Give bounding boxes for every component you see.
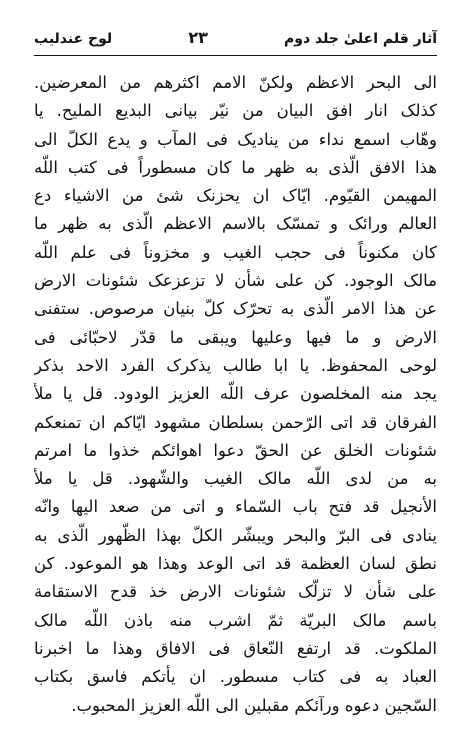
text-line: نطق لسان العظمة قد اتی الوعد وهذا هو الموعود. کن <box>34 554 437 574</box>
text-line: العالم ورائک و تمسّک بالاسم الاعظم الّذی به ظهر ما <box>34 214 437 234</box>
text-line: باسم مالک البریّة ثمّ اشرب منه باذن اللّه مالک <box>34 610 437 630</box>
text-line: یجد منه المخلصون عرف اللّه العزیز الودود. قل یا ملأ <box>34 384 437 404</box>
text-line: الارض و ما فیها وعلیها ویبقی ما قدّر لاحبّائی فی <box>34 327 437 347</box>
text-line: الأنجیل قد فتح باب السّماء و اتی من صعد الیها وانّه <box>34 497 437 517</box>
text-line: العباد به فی کتاب مسطور. ان یأتکم فاسق بکتاب <box>34 667 437 687</box>
text-line: لوحی المحفوظ. یا ابا طالب یذکرک الفرد الاحد بذکر <box>34 355 437 375</box>
running-header <box>34 28 437 52</box>
page-number: ۲۳ <box>188 28 208 47</box>
text-line: المهیمن القیّوم. ایّاک ان یحزنک شئ من الاشیاء دع <box>34 186 437 206</box>
text-line: علی شأن لا تزلّک شئونات الارض خذ قدح الاستقامة <box>34 582 437 602</box>
header-rule <box>34 55 437 56</box>
text-line: ینادی فی البرّ والبحر ویبشّر الکلّ بهذا الظّهور الّذی به <box>34 525 437 545</box>
book-title: آثار قلم اعلیٰ جلد دوم <box>283 31 437 47</box>
text-line: الی البحر الاعظم ولکنّ الامم اکثرهم من المعرضین. <box>34 73 437 92</box>
text-line: مالک الوجود. کن علی شأن لا تزعزعک شئونات الارض <box>34 271 437 291</box>
text-line: السّجین دعوه ورآئکم مقبلین الی اللّه العزیز المحبوب. <box>71 695 437 715</box>
text-line: شئونات الخلق عن الحقّ دعوا اهوائکم خذوا ما امرتم <box>34 440 437 460</box>
text-line: الملکوت. قد ارتفع النّعاق فی الافاق وهذا ما اخبرنا <box>34 638 437 658</box>
text-line: الفرقان قد اتی الرّحمن بسلطان مشهود ایّاکم ان تمنعکم <box>34 412 437 432</box>
text-line: کذلک انار افق البیان من نیّر بیانی البدیع الملیح. یا <box>34 101 437 121</box>
text-line: عن هذا الامر الّذی به تحرّک کلّ بنیان مرصوص. ستفنی <box>34 299 437 319</box>
text-line: کان مکنوناً فی حجب الغیب و مخزوناً فی علم اللّه <box>34 242 437 262</box>
body-text <box>34 69 437 720</box>
text-line: وهّاب اسمع نداء من ینادیک فی المآب و یدع الکلّ الی <box>34 129 437 149</box>
text-line: هذا الافق الّذی به ظهر ما کان مسطوراً فی کتب اللّه <box>34 157 437 177</box>
text-line: به من لدی اللّه مالک الغیب والشّهود. قل یا ملأ <box>34 469 437 489</box>
section-title: لوح عندلیب <box>34 31 113 47</box>
